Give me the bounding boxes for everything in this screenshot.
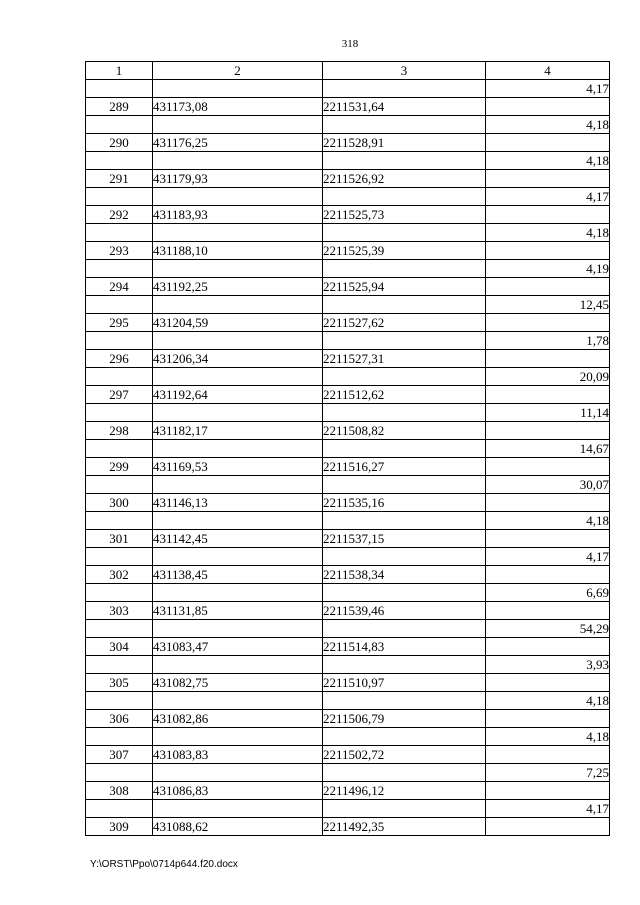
y-coordinate-cell: 2211510,97: [323, 674, 486, 692]
y-coordinate-cell: 2211514,83: [323, 638, 486, 656]
point-number-cell: 304: [86, 638, 153, 656]
x-coordinate-cell: 431206,34: [153, 350, 323, 368]
point-row: [86, 782, 610, 800]
x-coordinate-cell: 431176,25: [153, 134, 323, 152]
distance-row: [86, 584, 610, 602]
y-coordinate-cell: 2211527,31: [323, 350, 486, 368]
distance-row: [86, 620, 610, 638]
column-header-4: 4: [486, 62, 610, 80]
distance-cell: 4,17: [486, 548, 610, 566]
point-row: [86, 746, 610, 764]
distance-row: [86, 440, 610, 458]
table-body: [86, 80, 610, 836]
point-number-cell: 292: [86, 206, 153, 224]
y-coordinate-cell: 2211525,94: [323, 278, 486, 296]
x-coordinate-cell: 431173,08: [153, 98, 323, 116]
coordinates-table: [85, 61, 610, 836]
column-header-1: 1: [86, 62, 153, 80]
y-coordinate-cell: 2211527,62: [323, 314, 486, 332]
distance-row: [86, 332, 610, 350]
point-number-cell: 297: [86, 386, 153, 404]
x-coordinate-cell: 431088,62: [153, 818, 323, 836]
x-coordinate-cell: 431204,59: [153, 314, 323, 332]
point-number-cell: 293: [86, 242, 153, 260]
distance-row: [86, 692, 610, 710]
distance-cell: 4,17: [486, 188, 610, 206]
x-coordinate-cell: 431169,53: [153, 458, 323, 476]
distance-row: [86, 368, 610, 386]
distance-row: [86, 80, 610, 98]
y-coordinate-cell: 2211526,92: [323, 170, 486, 188]
y-coordinate-cell: 2211506,79: [323, 710, 486, 728]
y-coordinate-cell: 2211538,34: [323, 566, 486, 584]
distance-cell: 1,78: [486, 332, 610, 350]
point-row: [86, 566, 610, 584]
x-coordinate-cell: 431183,93: [153, 206, 323, 224]
table-header-row: [86, 62, 610, 80]
point-row: [86, 278, 610, 296]
distance-cell: 4,18: [486, 152, 610, 170]
page-number: 318: [341, 38, 359, 50]
point-row: [86, 422, 610, 440]
point-number-cell: 302: [86, 566, 153, 584]
distance-cell: 14,67: [486, 440, 610, 458]
distance-row: [86, 404, 610, 422]
point-row: [86, 458, 610, 476]
point-row: [86, 818, 610, 836]
x-coordinate-cell: 431138,45: [153, 566, 323, 584]
x-coordinate-cell: 431188,10: [153, 242, 323, 260]
distance-row: [86, 800, 610, 818]
point-number-cell: 308: [86, 782, 153, 800]
y-coordinate-cell: 2211537,15: [323, 530, 486, 548]
distance-row: [86, 656, 610, 674]
point-row: [86, 674, 610, 692]
distance-cell: 30,07: [486, 476, 610, 494]
point-row: [86, 386, 610, 404]
x-coordinate-cell: 431179,93: [153, 170, 323, 188]
x-coordinate-cell: 431082,75: [153, 674, 323, 692]
point-number-cell: 301: [86, 530, 153, 548]
x-coordinate-cell: 431082,86: [153, 710, 323, 728]
distance-row: [86, 260, 610, 278]
distance-cell: 4,18: [486, 224, 610, 242]
point-number-cell: 295: [86, 314, 153, 332]
y-coordinate-cell: 2211496,12: [323, 782, 486, 800]
distance-row: [86, 296, 610, 314]
distance-cell: 6,69: [486, 584, 610, 602]
distance-cell: 4,18: [486, 728, 610, 746]
x-coordinate-cell: 431142,45: [153, 530, 323, 548]
point-row: [86, 602, 610, 620]
y-coordinate-cell: 2211525,73: [323, 206, 486, 224]
distance-row: [86, 224, 610, 242]
distance-row: [86, 476, 610, 494]
x-coordinate-cell: 431131,85: [153, 602, 323, 620]
distance-cell: 4,17: [486, 800, 610, 818]
y-coordinate-cell: 2211535,16: [323, 494, 486, 512]
distance-cell: 20,09: [486, 368, 610, 386]
y-coordinate-cell: 2211539,46: [323, 602, 486, 620]
y-coordinate-cell: 2211508,82: [323, 422, 486, 440]
x-coordinate-cell: 431083,47: [153, 638, 323, 656]
point-row: [86, 170, 610, 188]
distance-row: [86, 512, 610, 530]
point-number-cell: 300: [86, 494, 153, 512]
distance-cell: 4,18: [486, 116, 610, 134]
point-row: [86, 638, 610, 656]
distance-cell: 4,19: [486, 260, 610, 278]
point-number-cell: 289: [86, 98, 153, 116]
distance-row: [86, 152, 610, 170]
point-row: [86, 242, 610, 260]
y-coordinate-cell: 2211512,62: [323, 386, 486, 404]
point-number-cell: 294: [86, 278, 153, 296]
y-coordinate-cell: 2211502,72: [323, 746, 486, 764]
distance-row: [86, 548, 610, 566]
point-row: [86, 494, 610, 512]
column-header-2: 2: [153, 62, 323, 80]
y-coordinate-cell: 2211516,27: [323, 458, 486, 476]
distance-cell: 4,18: [486, 692, 610, 710]
distance-row: [86, 188, 610, 206]
point-number-cell: 309: [86, 818, 153, 836]
point-number-cell: 306: [86, 710, 153, 728]
y-coordinate-cell: 2211525,39: [323, 242, 486, 260]
point-number-cell: 298: [86, 422, 153, 440]
point-number-cell: 303: [86, 602, 153, 620]
point-row: [86, 530, 610, 548]
x-coordinate-cell: 431182,17: [153, 422, 323, 440]
distance-cell: 54,29: [486, 620, 610, 638]
distance-cell: 11,14: [486, 404, 610, 422]
point-number-cell: 305: [86, 674, 153, 692]
point-row: [86, 314, 610, 332]
x-coordinate-cell: 431146,13: [153, 494, 323, 512]
distance-cell: 3,93: [486, 656, 610, 674]
column-header-3: 3: [323, 62, 486, 80]
point-number-cell: 307: [86, 746, 153, 764]
x-coordinate-cell: 431192,25: [153, 278, 323, 296]
point-number-cell: 296: [86, 350, 153, 368]
y-coordinate-cell: 2211531,64: [323, 98, 486, 116]
distance-cell: 4,17: [486, 80, 610, 98]
point-row: [86, 710, 610, 728]
x-coordinate-cell: 431192,64: [153, 386, 323, 404]
file-path-footer: Y:\ORST\Ppo\0714p644.f20.docx: [90, 859, 238, 870]
y-coordinate-cell: 2211492,35: [323, 818, 486, 836]
distance-row: [86, 728, 610, 746]
y-coordinate-cell: 2211528,91: [323, 134, 486, 152]
point-row: [86, 206, 610, 224]
distance-row: [86, 764, 610, 782]
point-number-cell: 291: [86, 170, 153, 188]
point-row: [86, 98, 610, 116]
distance-row: [86, 116, 610, 134]
x-coordinate-cell: 431083,83: [153, 746, 323, 764]
distance-cell: 4,18: [486, 512, 610, 530]
distance-cell: 7,25: [486, 764, 610, 782]
point-row: [86, 134, 610, 152]
point-row: [86, 350, 610, 368]
x-coordinate-cell: 431086,83: [153, 782, 323, 800]
point-number-cell: 299: [86, 458, 153, 476]
distance-cell: 12,45: [486, 296, 610, 314]
point-number-cell: 290: [86, 134, 153, 152]
